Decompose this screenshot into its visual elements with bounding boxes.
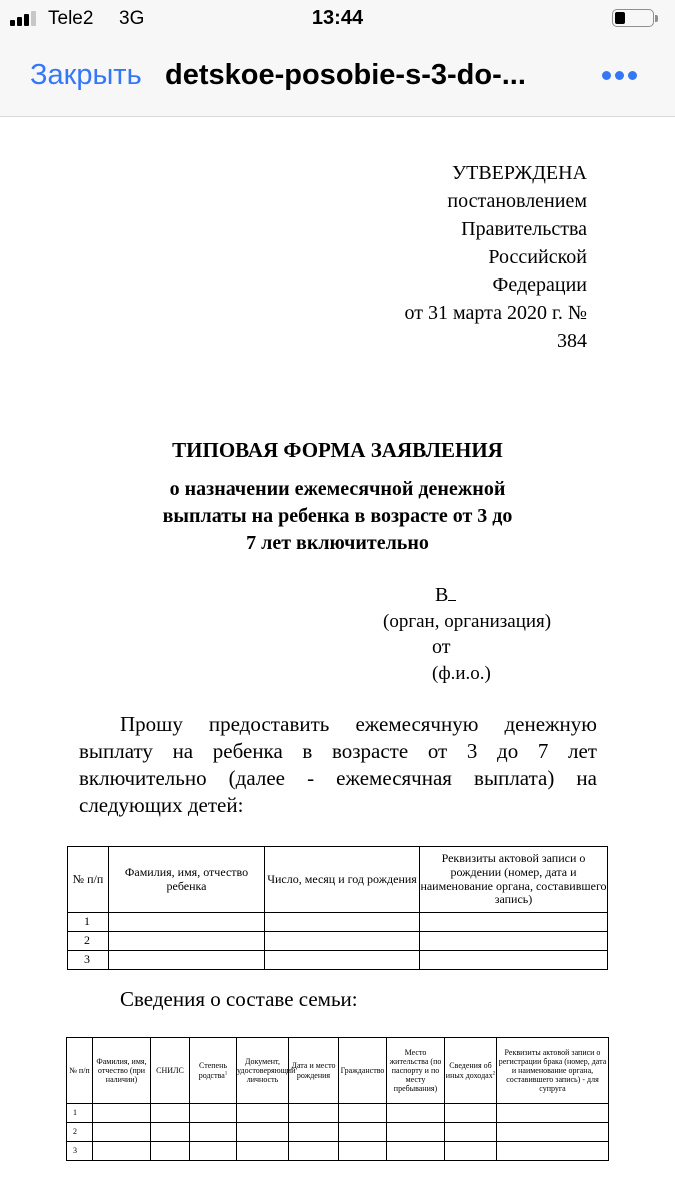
table-cell[interactable] [387,1142,445,1161]
column-header: № п/п [68,847,109,913]
footnote-mark: 1 [224,1070,228,1076]
column-header: Число, месяц и год рождения [265,847,420,913]
table-cell[interactable] [109,932,265,951]
table-cell[interactable] [190,1142,237,1161]
table-cell[interactable] [151,1142,190,1161]
approval-line: Правительства [461,218,587,240]
row-number: 1 [68,913,109,932]
table-cell[interactable] [237,1104,289,1123]
form-subtitle [0,476,675,557]
subtitle-line: о назначении ежемесячной денежной [169,478,506,500]
row-number: 2 [67,1123,93,1142]
carrier-name: Tele2 [48,8,94,29]
table-cell[interactable] [387,1104,445,1123]
table-cell[interactable] [190,1123,237,1142]
row-number: 3 [68,951,109,970]
status-time: 13:44 [311,7,364,29]
table-cell[interactable] [265,951,420,970]
table-row [68,913,608,932]
column-header: Фамилия, имя, отчество (при наличии) [93,1038,151,1104]
table-cell[interactable] [93,1104,151,1123]
table-cell[interactable] [445,1142,497,1161]
table-cell[interactable] [445,1104,497,1123]
table-cell[interactable] [237,1142,289,1161]
ellipsis-icon[interactable] [602,71,638,81]
table-row [68,932,608,951]
column-header: Реквизиты актовой записи о рождении (номер, дата и наименование органа, составившего запись) [420,847,608,913]
approval-stamp [405,159,588,355]
table-cell[interactable] [497,1104,609,1123]
approval-line: от 31 марта 2020 г. № [404,302,587,324]
table-row [67,1142,609,1161]
application-text [79,711,597,819]
document-page[interactable] [0,117,675,1200]
table-header-row [67,1038,609,1104]
table-cell[interactable] [237,1123,289,1142]
table-cell[interactable] [497,1123,609,1142]
table-cell[interactable] [93,1123,151,1142]
table-cell[interactable] [339,1123,387,1142]
status-bar [0,0,675,38]
table-row [67,1123,609,1142]
column-header: Гражданство [339,1038,387,1104]
approval-line: УТВЕРЖДЕНА [451,162,587,184]
column-header: Степень родства$^1$ [190,1038,237,1104]
table-cell[interactable] [339,1104,387,1123]
close-button[interactable]: Закрыть [30,59,142,91]
table-cell[interactable] [420,932,608,951]
table-cell[interactable] [289,1104,339,1123]
intro-line: включительно (далее - ежемесячная выплата) на [79,766,597,790]
recipient-label: В [435,584,456,607]
row-number: 3 [67,1142,93,1161]
intro-line: Прошу предоставить ежемесячную денежную [120,712,597,736]
table-cell[interactable] [93,1142,151,1161]
table-cell[interactable] [445,1123,497,1142]
column-header: СНИЛС [151,1038,190,1104]
sender-hint: (ф.и.о.) [432,663,491,684]
table-cell[interactable] [109,913,265,932]
column-header: Реквизиты актовой записи о регистрации брака (номер, дата и наименование органа, составившего запись) - для супруга [497,1038,609,1104]
table-row [68,951,608,970]
column-header: Место жительства (по паспорту и по месту пребывания) [387,1038,445,1104]
column-header: Сведения об иных доходах$^2$ [445,1038,497,1104]
subtitle-line: выплаты на ребенка в возрасте от 3 до [162,505,513,527]
column-header: № п/п [67,1038,93,1104]
subtitle-line: 7 лет включительно [246,532,429,554]
browser-nav-bar [0,38,675,117]
battery-icon [612,9,658,29]
table-cell[interactable] [109,951,265,970]
table-header-row [68,847,608,913]
table-cell[interactable] [289,1123,339,1142]
table-cell[interactable] [265,913,420,932]
network-type: 3G [119,8,145,29]
children-table [67,846,608,970]
approval-line: постановлением [447,190,587,212]
table-cell[interactable] [420,913,608,932]
table-cell[interactable] [151,1123,190,1142]
table-cell[interactable] [420,951,608,970]
sender-label: от [432,636,451,658]
table-cell[interactable] [387,1123,445,1142]
form-title: ТИПОВАЯ ФОРМА ЗАЯВЛЕНИЯ [172,438,503,462]
footnote-mark: 2 [492,1070,496,1076]
family-section-title: Сведения о составе семьи: [120,987,358,1011]
approval-line: 384 [557,330,587,352]
family-table [66,1037,609,1161]
page-title: detskoe-posobie-s-3-do-... [165,59,526,91]
recipient-hint: (орган, организация) [383,611,552,632]
table-cell[interactable] [151,1104,190,1123]
column-header: Фамилия, имя, отчество ребенка [109,847,265,913]
intro-line: следующих детей: [79,793,244,817]
column-header: Документ, удостоверяющий личность [237,1038,289,1104]
column-header: Дата и место рождения [289,1038,339,1104]
table-cell[interactable] [190,1104,237,1123]
approval-line: Российской [488,246,587,268]
approval-line: Федерации [492,274,587,296]
table-cell[interactable] [497,1142,609,1161]
intro-line: выплату на ребенка в возрасте от 3 до 7 лет [79,739,597,763]
row-number: 1 [67,1104,93,1123]
table-cell[interactable] [265,932,420,951]
row-number: 2 [68,932,109,951]
table-cell[interactable] [289,1142,339,1161]
table-row [67,1104,609,1123]
table-cell[interactable] [339,1142,387,1161]
